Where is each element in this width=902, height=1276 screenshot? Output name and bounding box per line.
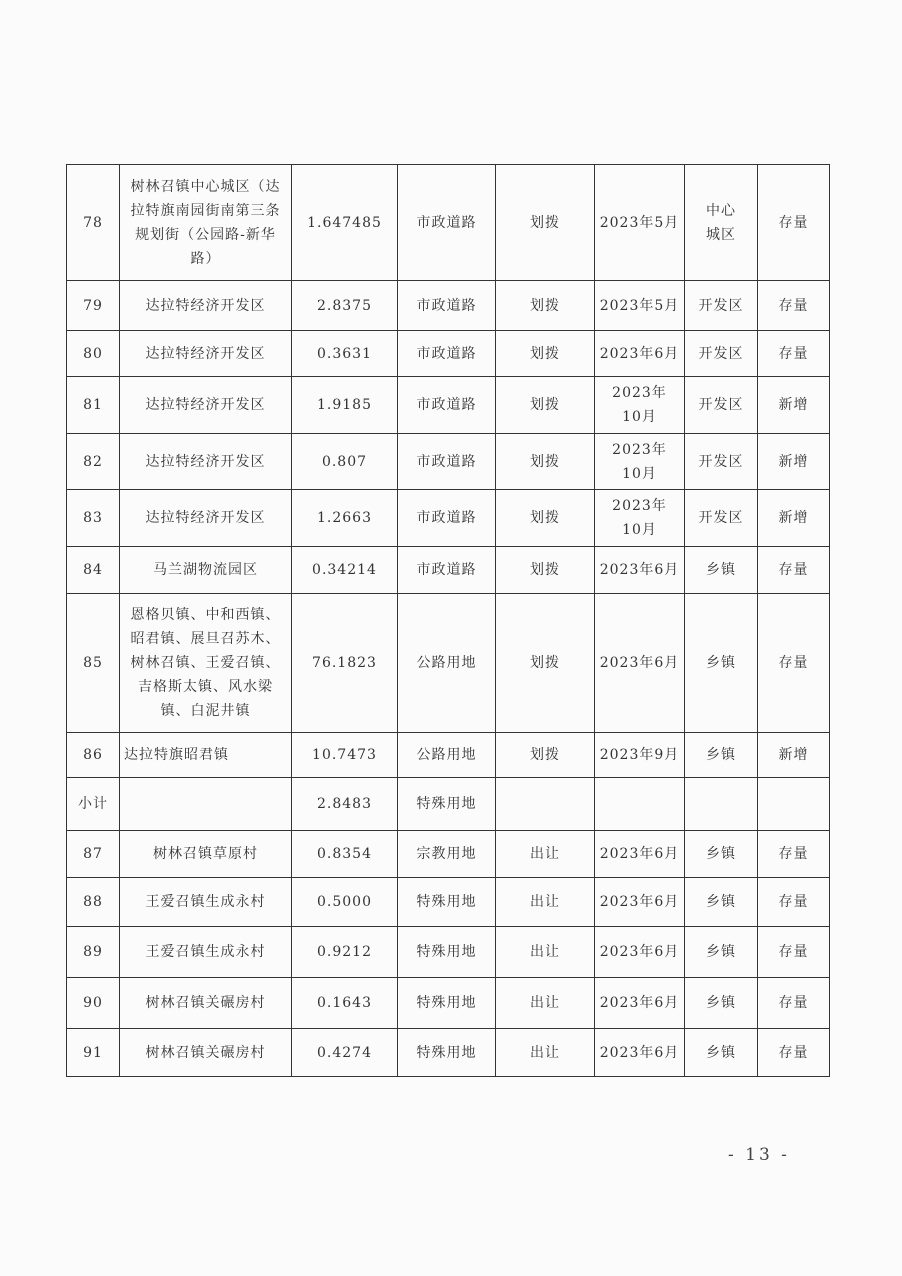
row-use: 特殊用地	[398, 927, 496, 978]
row-date: 2023年10月	[595, 434, 685, 490]
land-supply-table	[66, 164, 830, 1077]
row-date: 2023年10月	[595, 490, 685, 547]
row-region: 乡镇	[685, 978, 758, 1029]
row-type: 存量	[758, 831, 830, 878]
table-row	[67, 831, 830, 878]
row-use: 特殊用地	[398, 978, 496, 1029]
subtotal-empty	[496, 778, 595, 831]
row-method: 出让	[496, 878, 595, 927]
row-date: 2023年5月	[595, 165, 685, 281]
row-location: 树林召镇草原村	[120, 831, 292, 878]
row-area: 0.5000	[292, 878, 398, 927]
table-row	[67, 490, 830, 547]
row-date: 2023年6月	[595, 831, 685, 878]
row-number: 86	[67, 733, 120, 778]
subtotal-label: 小计	[67, 778, 120, 831]
row-date: 2023年6月	[595, 978, 685, 1029]
row-date: 2023年6月	[595, 547, 685, 594]
row-number: 79	[67, 281, 120, 331]
subtotal-empty	[120, 778, 292, 831]
row-location: 树林召镇关碾房村	[120, 978, 292, 1029]
table-row	[67, 594, 830, 733]
row-area: 1.2663	[292, 490, 398, 547]
row-number: 90	[67, 978, 120, 1029]
row-location: 树林召镇中心城区（达拉特旗南园街南第三条规划街（公园路-新华路）	[120, 165, 292, 281]
row-region: 乡镇	[685, 878, 758, 927]
row-method: 出让	[496, 978, 595, 1029]
row-region: 乡镇	[685, 594, 758, 733]
row-type: 新增	[758, 490, 830, 547]
table-row	[67, 165, 830, 281]
row-region: 开发区	[685, 434, 758, 490]
row-region: 开发区	[685, 331, 758, 377]
row-date: 2023年6月	[595, 331, 685, 377]
row-region: 中心城区	[685, 165, 758, 281]
row-area: 1.9185	[292, 377, 398, 434]
row-use: 市政道路	[398, 165, 496, 281]
row-location: 达拉特经济开发区	[120, 434, 292, 490]
row-type: 存量	[758, 878, 830, 927]
row-type: 存量	[758, 165, 830, 281]
row-type: 存量	[758, 594, 830, 733]
row-number: 80	[67, 331, 120, 377]
row-method: 划拨	[496, 377, 595, 434]
row-area: 0.1643	[292, 978, 398, 1029]
row-method: 划拨	[496, 281, 595, 331]
row-use: 市政道路	[398, 377, 496, 434]
row-number: 82	[67, 434, 120, 490]
subtotal-empty	[685, 778, 758, 831]
row-location: 马兰湖物流园区	[120, 547, 292, 594]
row-type: 存量	[758, 927, 830, 978]
row-number: 83	[67, 490, 120, 547]
table-row	[67, 331, 830, 377]
subtotal-area: 2.8483	[292, 778, 398, 831]
subtotal-use: 特殊用地	[398, 778, 496, 831]
row-location: 达拉特经济开发区	[120, 490, 292, 547]
row-area: 10.7473	[292, 733, 398, 778]
row-region: 乡镇	[685, 1029, 758, 1077]
row-number: 89	[67, 927, 120, 978]
row-method: 出让	[496, 1029, 595, 1077]
table-row	[67, 927, 830, 978]
row-number: 85	[67, 594, 120, 733]
row-area: 0.9212	[292, 927, 398, 978]
row-method: 划拨	[496, 490, 595, 547]
row-area: 0.34214	[292, 547, 398, 594]
row-type: 存量	[758, 1029, 830, 1077]
table-row	[67, 1029, 830, 1077]
subtotal-empty	[595, 778, 685, 831]
row-type: 存量	[758, 281, 830, 331]
row-region: 乡镇	[685, 927, 758, 978]
row-date: 2023年5月	[595, 281, 685, 331]
row-type: 存量	[758, 547, 830, 594]
row-number: 78	[67, 165, 120, 281]
row-use: 公路用地	[398, 594, 496, 733]
row-date: 2023年6月	[595, 1029, 685, 1077]
row-region: 开发区	[685, 490, 758, 547]
row-method: 出让	[496, 927, 595, 978]
row-region: 开发区	[685, 281, 758, 331]
row-date: 2023年6月	[595, 594, 685, 733]
row-date: 2023年9月	[595, 733, 685, 778]
table-row	[67, 434, 830, 490]
row-number: 88	[67, 878, 120, 927]
row-use: 宗教用地	[398, 831, 496, 878]
table-row	[67, 281, 830, 331]
row-use: 公路用地	[398, 733, 496, 778]
row-location: 达拉特经济开发区	[120, 281, 292, 331]
row-use: 特殊用地	[398, 878, 496, 927]
row-type: 存量	[758, 331, 830, 377]
row-area: 76.1823	[292, 594, 398, 733]
table-row	[67, 878, 830, 927]
table-row	[67, 733, 830, 778]
row-use: 市政道路	[398, 434, 496, 490]
row-use: 市政道路	[398, 490, 496, 547]
row-use: 市政道路	[398, 281, 496, 331]
row-region: 开发区	[685, 377, 758, 434]
table-row	[67, 978, 830, 1029]
row-method: 划拨	[496, 165, 595, 281]
row-type: 新增	[758, 434, 830, 490]
row-area: 0.8354	[292, 831, 398, 878]
row-location: 达拉特经济开发区	[120, 377, 292, 434]
row-method: 出让	[496, 831, 595, 878]
row-number: 81	[67, 377, 120, 434]
row-location: 树林召镇关碾房村	[120, 1029, 292, 1077]
row-method: 划拨	[496, 331, 595, 377]
row-method: 划拨	[496, 547, 595, 594]
row-location: 恩格贝镇、中和西镇、昭君镇、展旦召苏木、树林召镇、王爱召镇、吉格斯太镇、风水梁镇、白泥井镇	[120, 594, 292, 733]
row-location: 达拉特经济开发区	[120, 331, 292, 377]
row-region: 乡镇	[685, 831, 758, 878]
row-area: 1.647485	[292, 165, 398, 281]
row-region: 乡镇	[685, 547, 758, 594]
row-area: 0.3631	[292, 331, 398, 377]
row-location: 王爱召镇生成永村	[120, 927, 292, 978]
row-use: 特殊用地	[398, 1029, 496, 1077]
row-number: 91	[67, 1029, 120, 1077]
row-type: 新增	[758, 377, 830, 434]
row-use: 市政道路	[398, 331, 496, 377]
subtotal-empty	[758, 778, 830, 831]
row-area: 0.4274	[292, 1029, 398, 1077]
row-method: 划拨	[496, 594, 595, 733]
row-type: 新增	[758, 733, 830, 778]
row-area: 2.8375	[292, 281, 398, 331]
table-row	[67, 547, 830, 594]
table-row	[67, 377, 830, 434]
subtotal-row	[67, 778, 830, 831]
row-method: 划拨	[496, 733, 595, 778]
row-number: 87	[67, 831, 120, 878]
row-date: 2023年6月	[595, 878, 685, 927]
page-number: - 13 -	[728, 1145, 790, 1165]
row-location: 王爱召镇生成永村	[120, 878, 292, 927]
row-date: 2023年10月	[595, 377, 685, 434]
row-date: 2023年6月	[595, 927, 685, 978]
row-number: 84	[67, 547, 120, 594]
row-type: 存量	[758, 978, 830, 1029]
row-location: 达拉特旗昭君镇	[120, 733, 292, 778]
row-method: 划拨	[496, 434, 595, 490]
row-use: 市政道路	[398, 547, 496, 594]
row-region: 乡镇	[685, 733, 758, 778]
row-area: 0.807	[292, 434, 398, 490]
